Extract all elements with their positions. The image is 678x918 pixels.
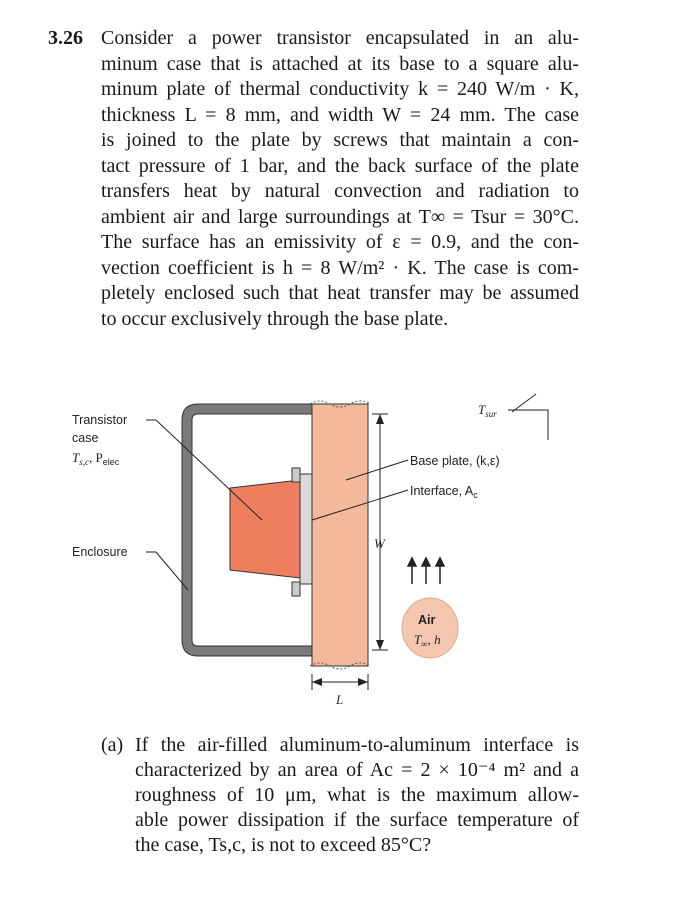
screw-top xyxy=(292,468,300,482)
convection-arrows xyxy=(408,558,444,584)
air-props-label: $T_\infty$, h xyxy=(414,632,441,649)
problem-line: ambient air and large surroundings at T∞ = Tsur = 30°C. xyxy=(101,205,579,228)
problem-line: to occur exclusively through the base plate. xyxy=(101,307,449,330)
l-arrow-left xyxy=(312,678,322,686)
transistor-case-label-3: $T_{s,c}$, $P_{elec}$ xyxy=(72,450,120,467)
part-a-label: (a) xyxy=(101,734,124,756)
case-flange xyxy=(300,474,312,584)
w-arrow-bottom xyxy=(376,640,384,650)
transistor-case-shape xyxy=(230,480,300,578)
w-label: W xyxy=(374,536,385,551)
tsur-label: $T_{sur}$ xyxy=(478,402,497,419)
problem-number: 3.26 xyxy=(48,27,83,49)
interface-label: Interface, $A_c$ xyxy=(410,484,478,500)
transistor-figure xyxy=(0,370,678,710)
enclosure-label: Enclosure xyxy=(72,545,128,559)
problem-line: is joined to the plate by screws that maintain a con- xyxy=(101,129,579,151)
part-a-line: roughness of 10 μm, what is the maximum allow- xyxy=(135,784,579,806)
base-plate xyxy=(312,404,368,666)
problem-line: thickness L = 8 mm, and width W = 24 mm. The case xyxy=(101,103,579,126)
problem-line: tact pressure of 1 bar, and the back surface of the plate xyxy=(101,154,579,177)
transistor-case-label: Transistor xyxy=(72,413,128,427)
problem-line: Consider a power transistor encapsulated in an alu- xyxy=(101,27,579,49)
base-plate-label: Base plate, (k,ε) xyxy=(410,454,500,468)
l-label: L xyxy=(336,692,344,707)
part-a-line: If the air-filled aluminum-to-aluminum interface is xyxy=(135,734,579,756)
problem-statement xyxy=(101,26,579,332)
part-a-line: able power dissipation if the surface temperature of xyxy=(135,809,579,831)
w-arrow-top xyxy=(376,414,384,424)
problem-line: vection coefficient is h = 8 W/m² · K. The case is com- xyxy=(101,256,579,279)
problem-line: minum case that is attached at its base to a square alu- xyxy=(101,52,579,75)
air-bubble xyxy=(402,598,458,658)
problem-line: The surface has an emissivity of ε = 0.9, and the con- xyxy=(101,231,579,253)
screw-bottom xyxy=(292,582,300,596)
part-a xyxy=(101,733,579,858)
problem-line: transfers heat by natural convection and radiation to xyxy=(101,180,579,202)
air-label: Air xyxy=(418,613,436,627)
l-arrow-right xyxy=(358,678,368,686)
transistor-case-label-2: case xyxy=(72,431,99,445)
part-a-line: characterized by an area of Ac = 2 × 10⁻⁴ m² and a xyxy=(135,759,579,781)
problem-line: minum plate of thermal conductivity k = 240 W/m · K, xyxy=(101,78,579,100)
surroundings-leader xyxy=(512,394,536,412)
surroundings-corner xyxy=(508,410,548,440)
part-a-line: the case, Ts,c, is not to exceed 85°C? xyxy=(135,834,432,856)
problem-line: pletely enclosed such that heat transfer may be assumed xyxy=(101,282,579,304)
